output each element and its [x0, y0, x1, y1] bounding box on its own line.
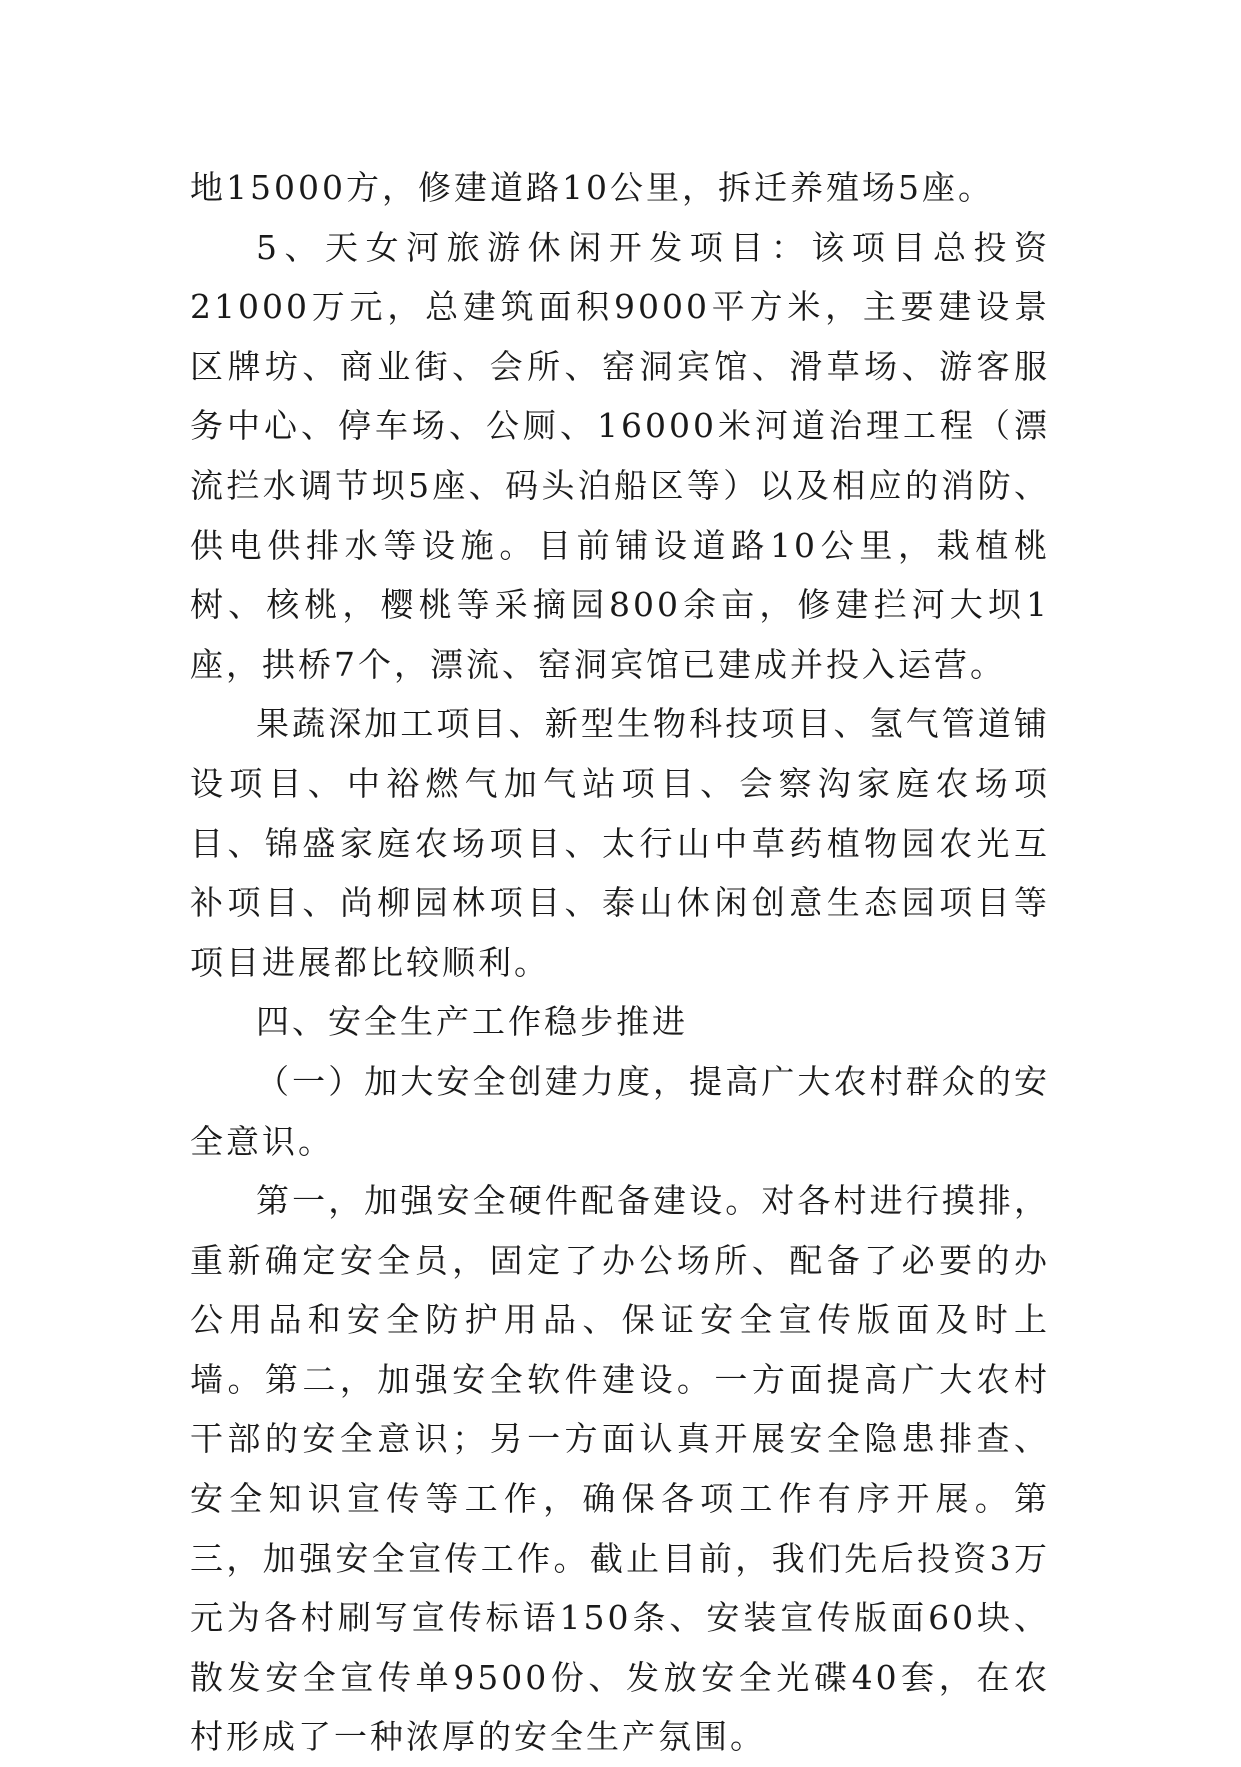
paragraph-tiannv-river-project: 5、天女河旅游休闲开发项目：该项目总投资21000万元，总建筑面积9000平方米，主要建设景区牌坊、商业街、会所、窑洞宾馆、滑草场、游客服务中心、停车场、公厕、16000米河道治理工程（漂流拦水调节坝5座、码头泊船区等）以及相应的消防、供电供排水等设施。目前铺设道路10公里，栽植桃树、核桃，樱桃等采摘园800余亩，修建拦河大坝1座，拱桥7个，漂流、窑洞宾馆已建成并投入运营。 — [190, 227, 1050, 684]
paragraph-continuation: 地15000方，修建道路10公里，拆迁养殖场5座。 — [190, 168, 994, 207]
paragraph-other-projects: 果蔬深加工项目、新型生物科技项目、氢气管道铺设项目、中裕燃气加气站项目、会察沟家庭农场项目、锦盛家庭农场项目、太行山中草药植物园农光互补项目、尚柳园林项目、泰山休闲创意生态园项目等项目进展都比较顺利。 — [190, 704, 1050, 982]
subsection-heading-safety-awareness: （一）加大安全创建力度，提高广大农村群众的安全意识。 — [190, 1061, 1050, 1161]
document-body — [190, 158, 1050, 1767]
section-heading-safety: 四、安全生产工作稳步推进 — [256, 1002, 688, 1042]
paragraph-safety-measures: 第一，加强安全硬件配备建设。对各村进行摸排，重新确定安全员，固定了办公场所、配备了必要的办公用品和安全防护用品、保证安全宣传版面及时上墙。第二，加强安全软件建设。一方面提高广大农村干部的安全意识；另一方面认真开展安全隐患排查、安全知识宣传等工作，确保各项工作有序开展。第三，加强安全宣传工作。截止目前，我们先后投资3万元为各村刷写宣传标语150条、安装宣传版面60块、散发安全宣传单9500份、发放安全光碟40套，在农村形成了一种浓厚的安全生产氛围。 — [190, 1181, 1050, 1757]
